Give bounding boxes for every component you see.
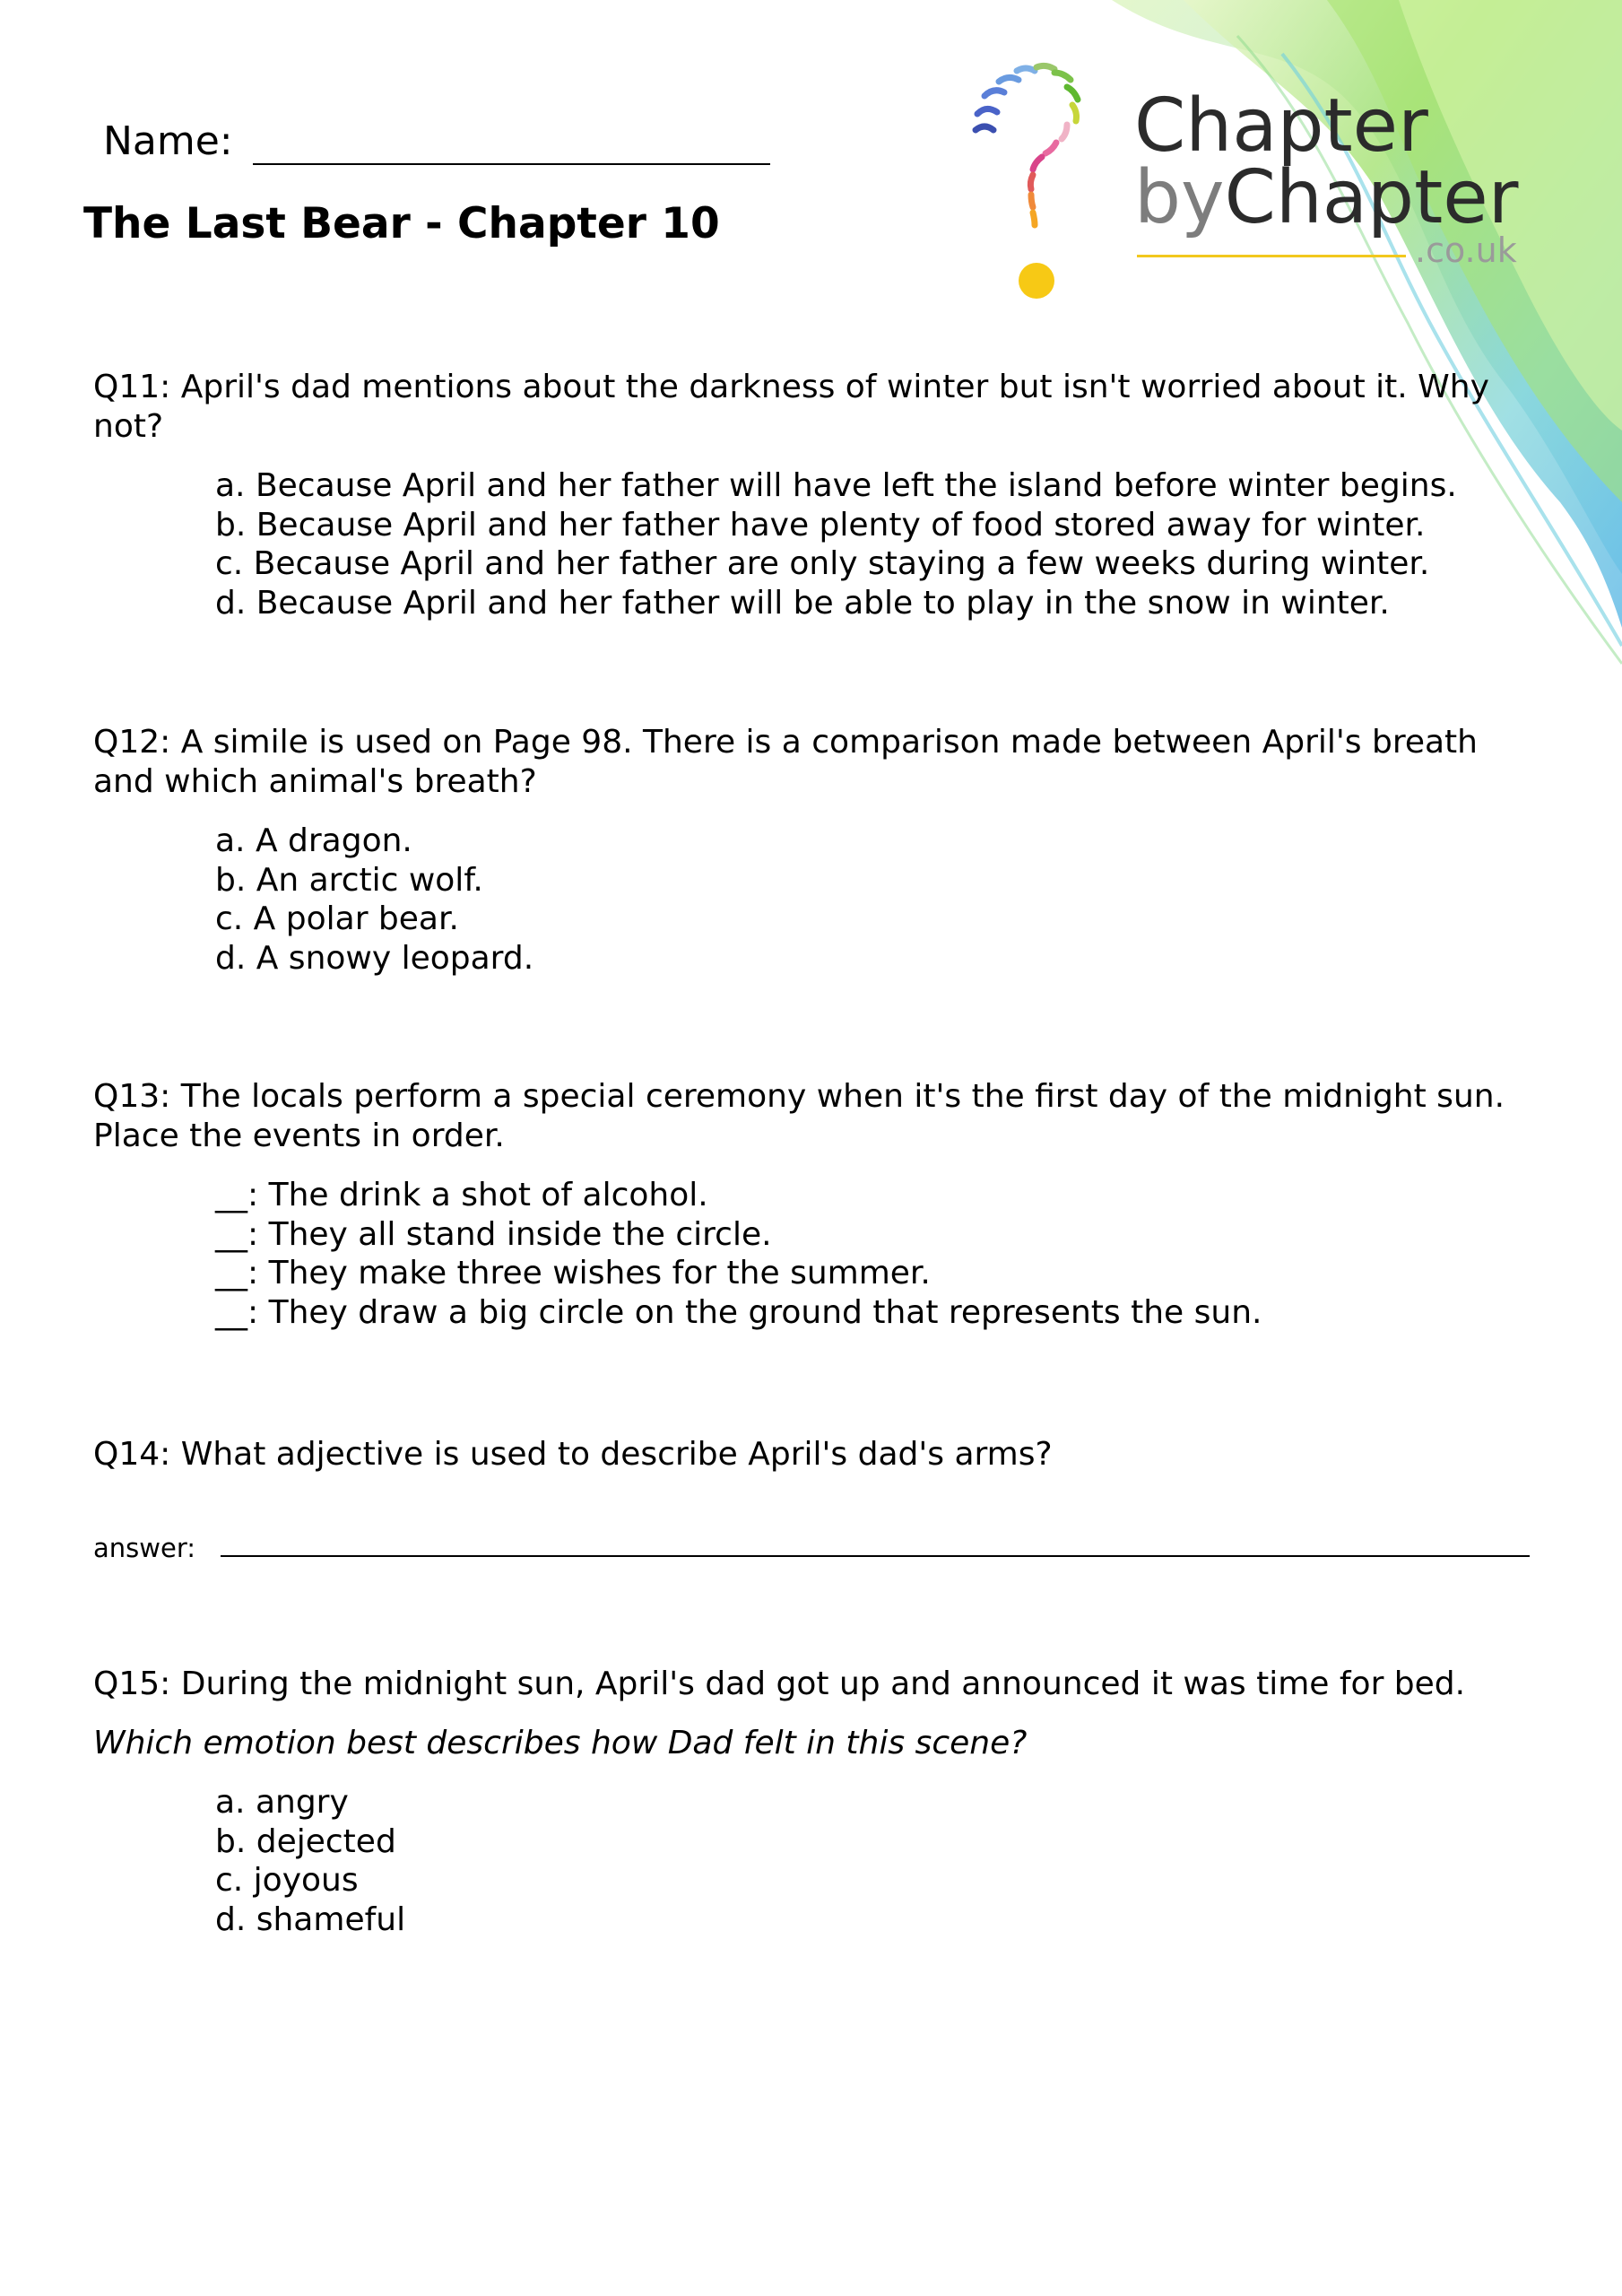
- option[interactable]: b. Because April and her father have plenty of food stored away for winter.: [215, 506, 1426, 544]
- brand-underline: [1137, 255, 1406, 257]
- order-item[interactable]: __: The drink a shot of alcohol.: [215, 1177, 708, 1213]
- name-label: Name:: [103, 118, 233, 164]
- question-15: Q15: During the midnight sun, April's dad got up and announced it was time for bed.: [93, 1665, 1466, 1702]
- order-item[interactable]: __: They make three wishes for the summer.: [215, 1255, 931, 1292]
- option[interactable]: c. joyous: [215, 1862, 359, 1899]
- brand-wordmark-bychapter: [1134, 155, 1519, 240]
- option[interactable]: d. shameful: [215, 1900, 406, 1938]
- brand-domain-suffix: .co.uk: [1415, 230, 1517, 270]
- option[interactable]: a. angry: [215, 1784, 349, 1821]
- option[interactable]: a. A dragon.: [215, 822, 412, 859]
- question-11-options: [215, 466, 1457, 622]
- name-input-line[interactable]: [253, 163, 770, 165]
- option[interactable]: a. Because April and her father will have left the island before winter begins.: [215, 467, 1457, 504]
- question-12-options: [215, 822, 533, 978]
- answer-input-line[interactable]: [221, 1555, 1530, 1557]
- brand-wordmark-chapter: Chapter: [1134, 83, 1428, 169]
- question-12: Q12: A simile is used on Page 98. There is a comparison made between April's breath and which animal's breath?: [93, 724, 1478, 800]
- option[interactable]: b. An arctic wolf.: [215, 861, 483, 899]
- question-15-options: [215, 1783, 405, 1939]
- option[interactable]: d. A snowy leopard.: [215, 939, 534, 977]
- brand-wordmark-chapter-2: Chapter: [1224, 155, 1519, 240]
- brand-wordmark-by: by: [1134, 155, 1225, 240]
- order-item[interactable]: __: They draw a big circle on the ground that represents the sun.: [215, 1293, 1262, 1331]
- question-13: Q13: The locals perform a special ceremony when it's the first day of the midnight sun. Place the events in order.: [93, 1078, 1505, 1154]
- question-15-prompt: Which emotion best describes how Dad felt in this scene?: [93, 1725, 1028, 1761]
- question-13-events: [215, 1176, 1262, 1332]
- question-14: Q14: What adjective is used to describe April's dad's arms?: [93, 1436, 1053, 1473]
- option[interactable]: c. A polar bear.: [215, 900, 459, 937]
- question-11: Q11: April's dad mentions about the darkness of winter but isn't worried about it. Why not?: [93, 369, 1489, 445]
- option[interactable]: d. Because April and her father will be able to play in the snow in winter.: [215, 584, 1390, 622]
- answer-label: answer:: [93, 1533, 196, 1563]
- question-mark-books-icon: [959, 49, 1112, 309]
- order-item[interactable]: __: They all stand inside the circle.: [215, 1215, 772, 1253]
- option[interactable]: b. dejected: [215, 1822, 396, 1860]
- option[interactable]: c. Because April and her father are only staying a few weeks during winter.: [215, 545, 1430, 582]
- worksheet-title: The Last Bear - Chapter 10: [83, 199, 720, 248]
